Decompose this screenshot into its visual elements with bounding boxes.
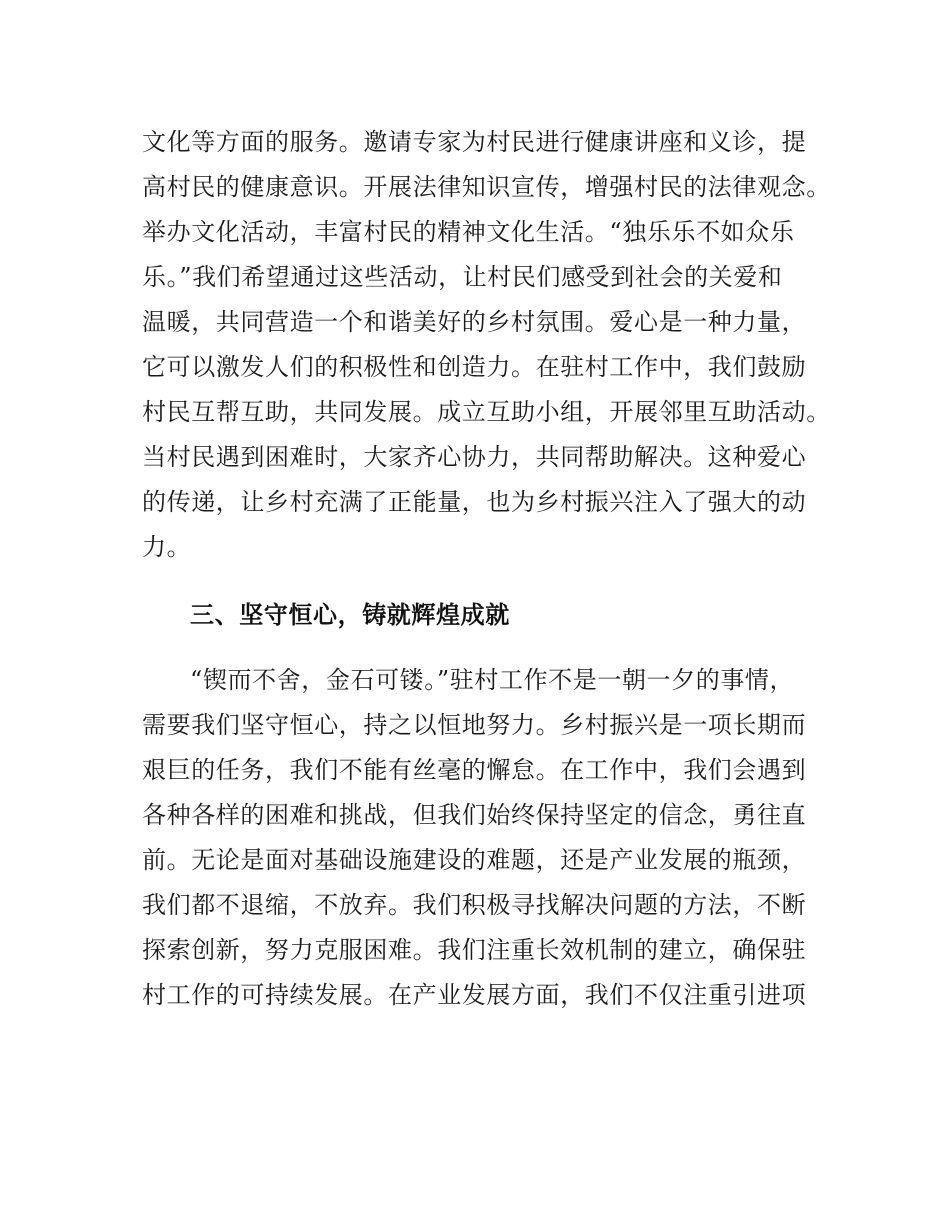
paragraph-line: 前。无论是面对基础设施建设的难题，还是产业发展的瓶颈， bbox=[142, 846, 807, 874]
paragraph-line: 力。 bbox=[142, 533, 192, 561]
paragraph-line: 乐。”我们希望通过这些活动，让村民们感受到社会的关爱和 bbox=[142, 263, 783, 291]
paragraph-line: 各种各样的困难和挑战，但我们始终保持坚定的信念，勇往直 bbox=[142, 801, 807, 829]
paragraph-line: 高村民的健康意识。开展法律知识宣传，增强村民的法律观念。 bbox=[142, 173, 831, 201]
paragraph-line: 艰巨的任务，我们不能有丝毫的懈怠。在工作中，我们会遇到 bbox=[142, 756, 807, 784]
section-heading: 三、坚守恒心，铸就辉煌成就 bbox=[190, 601, 510, 629]
paragraph-line: 文化等方面的服务。邀请专家为村民进行健康讲座和义诊，提 bbox=[142, 128, 807, 156]
paragraph-line: 它可以激发人们的积极性和创造力。在驻村工作中，我们鼓励 bbox=[142, 353, 807, 381]
paragraph-line: 村工作的可持续发展。在产业发展方面，我们不仅注重引进项 bbox=[142, 981, 807, 1009]
paragraph-line: 村民互帮互助，共同发展。成立互助小组，开展邻里互助活动。 bbox=[142, 398, 831, 426]
paragraph-line: 我们都不退缩，不放弃。我们积极寻找解决问题的方法，不断 bbox=[142, 891, 807, 919]
paragraph-line: “锲而不舍，金石可镂。”驻村工作不是一朝一夕的事情， bbox=[190, 666, 795, 694]
paragraph-line: 需要我们坚守恒心，持之以恒地努力。乡村振兴是一项长期而 bbox=[142, 711, 807, 739]
paragraph-line: 当村民遇到困难时，大家齐心协力，共同帮助解决。这种爱心 bbox=[142, 443, 807, 471]
paragraph-line: 探索创新，努力克服困难。我们注重长效机制的建立，确保驻 bbox=[142, 936, 807, 964]
paragraph-line: 举办文化活动，丰富村民的精神文化生活。“独乐乐不如众乐 bbox=[142, 218, 795, 246]
paragraph-line: 温暖，共同营造一个和谐美好的乡村氛围。爱心是一种力量， bbox=[142, 308, 807, 336]
paragraph-line: 的传递，让乡村充满了正能量，也为乡村振兴注入了强大的动 bbox=[142, 488, 807, 516]
